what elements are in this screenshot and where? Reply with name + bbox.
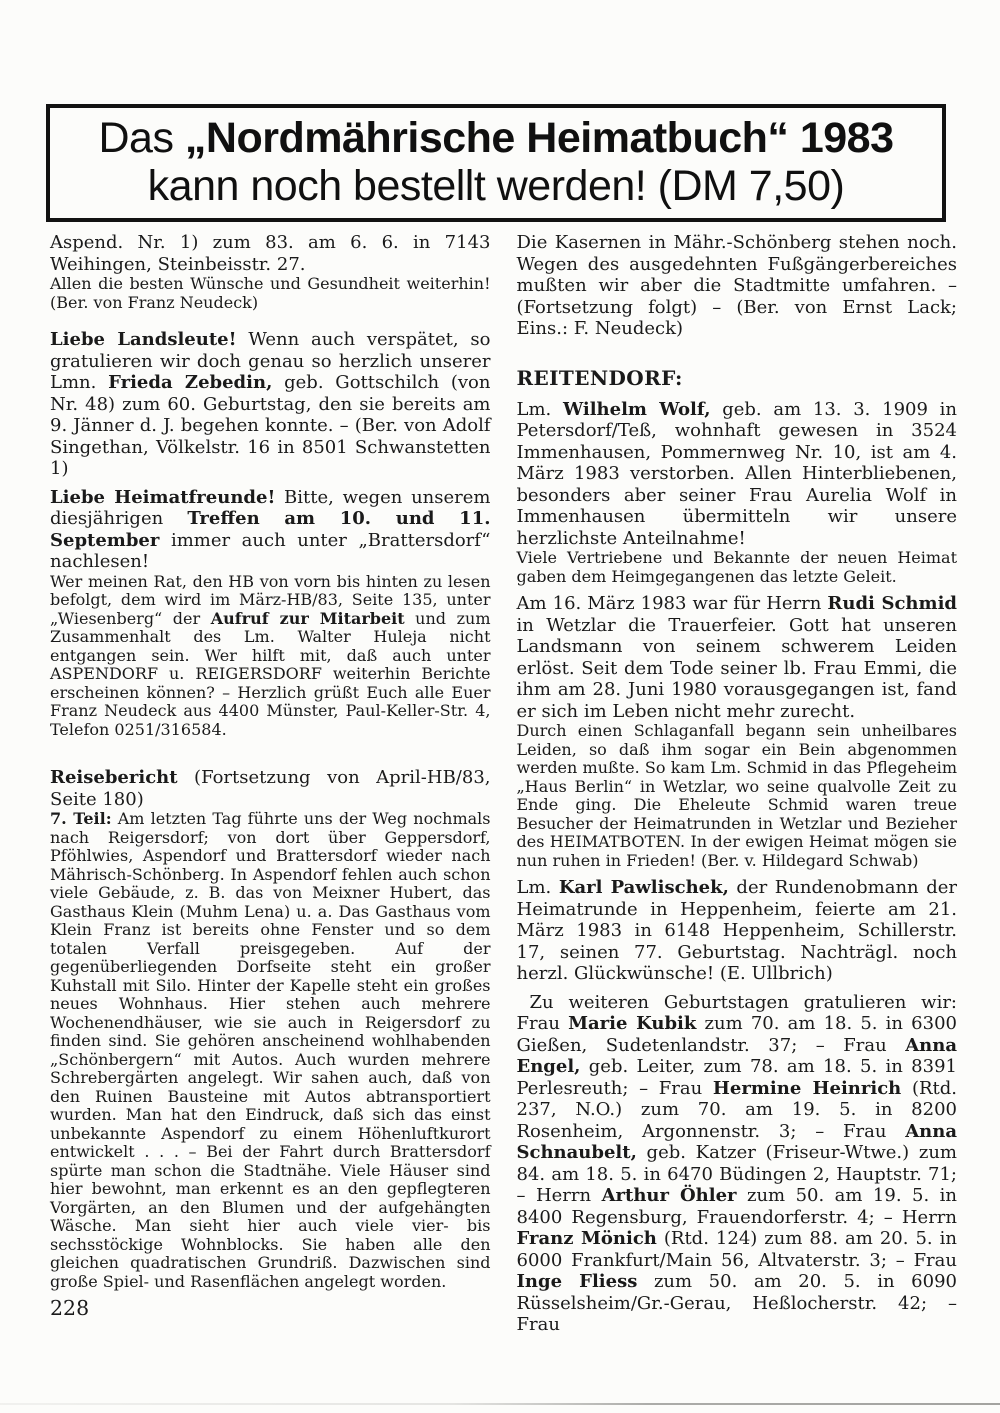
- bold-text-run: Inge Fliess: [516, 1271, 638, 1292]
- text-run: Bitte, wegen unserem diesjährigen: [50, 486, 491, 529]
- paragraph: [50, 232, 491, 275]
- bold-text-run: Arthur Öhler: [601, 1185, 737, 1206]
- text-run: (Rtd. 124) zum 88. am 20. 5. in 6000 Frankfurt/Main 56, Altvaterstr. 3; – Frau: [516, 1228, 957, 1271]
- bold-text-run: Marie Kubik: [568, 1013, 697, 1034]
- paragraph: [517, 992, 958, 1336]
- bold-text-run: Liebe Heimatfreunde!: [50, 486, 276, 508]
- text-run: Am 16. März 1983 war für Herrn: [516, 593, 828, 614]
- text-run: Allen die besten Wünsche und Gesundheit weiterhin! (Ber. von Franz Neudeck): [50, 274, 491, 312]
- paragraph: [50, 767, 491, 810]
- bold-text-run: Rudi Schmid: [827, 593, 957, 614]
- text-run: und zum Zusammenhalt des Lm. Walter Huleja nicht entgangen sein. Wer hilft mit, daß auch unter ASPENDORF u. REIGERSDORF weiterhin Berichte erscheinen können? – Herzlich grüßt Euch alle Euer Franz Neudeck aus 4400 Münster, Paul-Keller-Str. 4, Telefon 0251/316584.: [50, 608, 491, 739]
- bold-text-run: Anna Schnaubelt,: [516, 1120, 957, 1163]
- text-run: zum 70. am 18. 5. in 6300 Gießen, Sudetenlandstr. 37; – Frau: [516, 1013, 957, 1056]
- paragraph: [50, 487, 491, 573]
- paragraph: [517, 877, 958, 985]
- text-run: Wenn auch verspätet, so gratulieren wir doch genau so herzlich unserer Lmn.: [50, 329, 491, 393]
- text-run: geb. Leiter, zum 78. am 18. 5. in 8391 Perlesreuth; – Frau: [516, 1056, 957, 1099]
- text-run: geb. Katzer (Friseur-Wtwe.) zum 84. am 18. 5. in 6470 Büdingen 2, Hauptstr. 71; – Herrn: [516, 1142, 957, 1206]
- bold-text-run: 7. Teil:: [50, 809, 112, 828]
- text-run: immer auch unter „Brattersdorf“ nachlesen!: [50, 529, 491, 572]
- section-heading: [517, 366, 958, 390]
- bold-text-run: Reisebericht: [50, 767, 178, 788]
- text-run: Lm.: [516, 877, 559, 898]
- text-run: Viele Vertriebene und Bekannte der neuen Heimat gaben dem Heimgegangenen das letzte Geleit.: [516, 548, 957, 586]
- two-column-text-area: [0, 232, 1000, 1336]
- text-run: Zu weiteren Geburtstagen gratulieren wir: Frau: [516, 991, 957, 1034]
- paragraph: [517, 593, 958, 722]
- text-run: der Rundenobmann der Heimatrunde in Heppenheim, feierte am 21. März 1983 in 6148 Heppenheim, Schillerstr. 17, seinen 77. Geburtstag. Nachträgl. noch herzl. Glückwünsche! (E. Ullbrich): [516, 877, 957, 984]
- text-run: geb. am 13. 3. 1909 in Petersdorf/Teß, wohnhaft gewesen in 3524 Immenhausen, Pommernweg Nr. 10, ist am 4. März 1983 verstorben. Allen Hinterbliebenen, besonders aber seiner Frau Aurelia Wolf in Immenhausen übermitteln wir unsere herzlichste Anteilnahme!: [516, 398, 958, 549]
- banner-title-line2: kann noch bestellt werden! (DM 7,50): [147, 162, 845, 210]
- bold-text-run: Franz Mönich: [516, 1228, 657, 1249]
- left-column: [50, 232, 491, 1336]
- bold-text-run: Wilhelm Wolf,: [562, 398, 711, 420]
- bold-text-run: Treffen am 10. und 11. September: [50, 508, 491, 551]
- text-run: zum 50. am 19. 5. in 8400 Regensburg, Frauendorferstr. 4; – Herrn: [516, 1185, 957, 1228]
- text-run: Wer meinen Rat, den HB von vorn bis hinten zu lesen befolgt, dem wird im März-HB/83, Seite 135, unter „Wiesenberg“ der: [50, 571, 491, 628]
- text-run: (Rtd. 237, N.O.) zum 70. am 19. 5. in 8200 Rosenheim, Argonnenstr. 3; – Frau: [516, 1077, 957, 1142]
- page-number: 228: [50, 1296, 90, 1320]
- paragraph: [517, 722, 958, 870]
- bold-text-run: Hermine Heinrich: [712, 1077, 902, 1099]
- text-run: (Fortsetzung von April-HB/83, Seite 180): [50, 767, 491, 810]
- bold-text-run: REITENDORF:: [516, 365, 683, 390]
- paragraph: [50, 810, 491, 1291]
- text-run: Aspend. Nr. 1) zum 83. am 6. 6. in 7143 Weihingen, Steinbeisstr. 27.: [50, 232, 491, 275]
- text-run: geb. Gottschilch (von Nr. 48) zum 60. Geburtstag, den sie bereits am 9. Jänner d. J. begehen konnte. – (Ber. von Adolf Singethan, Völkelstr. 16 in 8501 Schwanstetten 1): [50, 372, 491, 479]
- text-run: Das: [98, 114, 185, 162]
- banner-title-line1: [50, 114, 942, 162]
- bold-text-run: Aufruf zur Mitarbeit: [210, 608, 405, 628]
- paragraph: [517, 549, 958, 586]
- paragraph: [50, 329, 491, 480]
- bold-text-run: Anna Engel,: [516, 1034, 957, 1077]
- bold-text-run: Karl Pawlischek,: [558, 877, 729, 898]
- bold-text-run: Liebe Landsleute!: [50, 329, 237, 350]
- text-run: Die Kasernen in Mähr.-Schönberg stehen noch. Wegen des ausgedehnten Fußgängerbereiches mußten wir aber die Stadtmitte umfahren. – (Fortsetzung folgt) – (Ber. von Ernst Lack; Eins.: F. Neudeck): [516, 232, 957, 339]
- scan-bottom-edge: [0, 1403, 1000, 1405]
- paragraph: [50, 573, 491, 740]
- paragraph: [50, 275, 491, 312]
- bold-text-run: Frieda Zebedin,: [108, 372, 273, 393]
- paragraph: [517, 399, 958, 550]
- text-run: Am letzten Tag führte uns der Weg nochmals nach Reigersdorf; von dort über Geppersdorf, Pföhlwies, Aspendorf und Brattersdorf wieder nach Mährisch-Schönberg. In Aspendorf fehlen auch schon viele Gebäude, z. B. das von Meixner Hubert, das Gasthaus Klein (Muhm Lena) u. a. Das Gasthaus vom Klein Franz ist bereits ohne Fenster und so dem totalen Verfall preisgegeben. Auf der gegenüberliegenden Dorfseite steht ein großer Kuhstall mit Silo. Hinter der Kapelle steht ein großes neues Wohnhaus. Hier stehen auch mehrere Wochenendhäuser, wie sie auch in Reigersdorf zu finden sind. Sie gehören anscheinend wohlhabenden „Schönbergern“ mit Autos. Auch wurden mehrere Schrebergärten angelegt. Wir sahen auch, daß von den Ruinen Bausteine mit Autos abtransportiert wurden. Man hat den Eindruck, daß sich das einst unbekannte Aspendorf zu einem Höhenluftkurort entwickelt . . . – Bei der Fahrt durch Brattersdorf spürte man schon die Stadtnähe. Viele Häuser sind hier bewohnt, man erkennt es an den gepflegteren Vorgärten, an den Blumen und der aufgehängten Wäsche. Man sieht hier auch viele vier- bis sechsstöckige Wohnblocks. Sie haben alle den gleichen quadratischen Grundriß. Dazwischen sind große Spiel- und Rasenflächen angelegt worden.: [50, 809, 491, 1291]
- text-run: zum 50. am 20. 5. in 6090 Rüsselsheim/Gr.-Gerau, Heßlocherstr. 42; – Frau: [516, 1271, 957, 1335]
- bold-text-run: „Nordmährische Heimatbuch“ 1983: [184, 114, 894, 162]
- order-banner-box: [46, 104, 946, 222]
- right-column: [517, 232, 958, 1336]
- text-run: Durch einen Schlaganfall begann sein unheilbares Leiden, so daß ihm sogar ein Bein abgenommen werden mußte. So kam Lm. Schmid in das Pflegeheim „Haus Berlin“ in Wetzlar, wo seine qualvolle Zeit zu Ende ging. Die Eheleute Schmid waren treue Besucher der Heimatrunden in Wetzlar und Bezieher des HEIMATBOTEN. In der ewigen Heimat mögen sie nun ruhen in Frieden! (Ber. v. Hildegard Schwab): [516, 721, 957, 870]
- paragraph: [517, 232, 958, 340]
- text-run: in Wetzlar die Trauerfeier. Gott hat unseren Landsmann von seinem schwerem Leiden erlöst. Seit dem Tode seiner lb. Frau Emmi, die ihm am 28. Juni 1980 vorausgegangen ist, fand er sich im Leben nicht mehr zurecht.: [516, 614, 957, 722]
- text-run: Lm.: [516, 398, 563, 420]
